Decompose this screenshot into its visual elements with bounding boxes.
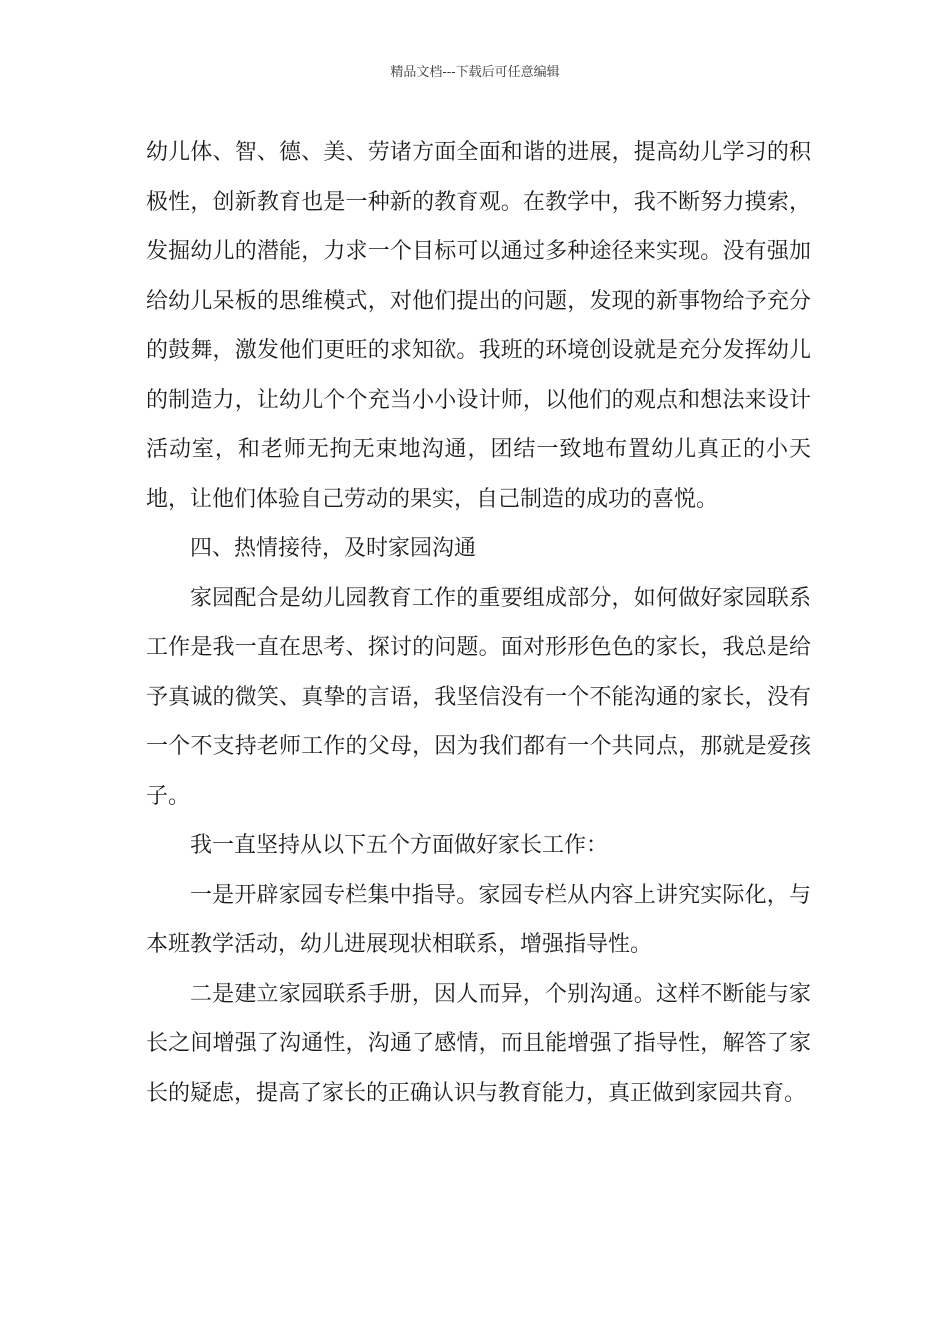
paragraph-continuation: 幼儿体、智、德、美、劳诸方面全面和谐的进展，提高幼儿学习的积极性，创新教育也是一种新的教育观。在教学中，我不断努力摸索，发掘幼儿的潜能，力求一个目标可以通过多种途径来实现。没有强加给幼儿呆板的思维模式，对他们提出的问题，发现的新事物给予充分的鼓舞，激发他们更旺的求知欲。我班的环境创设就是充分发挥幼儿的制造力，让幼儿个个充当小小设计师，以他们的观点和想法来设计活动室，和老师无拘无束地沟通，团结一致地布置幼儿真正的小天地，让他们体验自己劳动的果实，自己制造的成功的喜悦。 — [146, 140, 811, 512]
document-body — [146, 128, 811, 1118]
paragraph-home-school: 家园配合是幼儿园教育工作的重要组成部分，如何做好家园联系工作是我一直在思考、探讨的问题。面对形形色色的家长，我总是给予真诚的微笑、真挚的言语，我坚信没有一个不能沟通的家长，没有一个不支持老师工作的父母，因为我们都有一个共同点，那就是爱孩子。 — [146, 585, 811, 809]
paragraph-five-aspects: 我一直坚持从以下五个方面做好家长工作： — [190, 833, 609, 858]
section-heading: 四、热情接待，及时家园沟通 — [190, 536, 477, 561]
paragraph-item-two: 二是建立家园联系手册，因人而异，个别沟通。这样不断能与家长之间增强了沟通性，沟通了感情，而且能增强了指导性，解答了家长的疑虑，提高了家长的正确认识与教育能力，真正做到家园共育。 — [146, 981, 811, 1106]
paragraph-item-one: 一是开辟家园专栏集中指导。家园专栏从内容上讲究实际化，与本班教学活动，幼儿进展现状相联系，增强指导性。 — [146, 882, 811, 957]
page-header: 精品文档---下载后可任意编辑 — [390, 65, 560, 80]
